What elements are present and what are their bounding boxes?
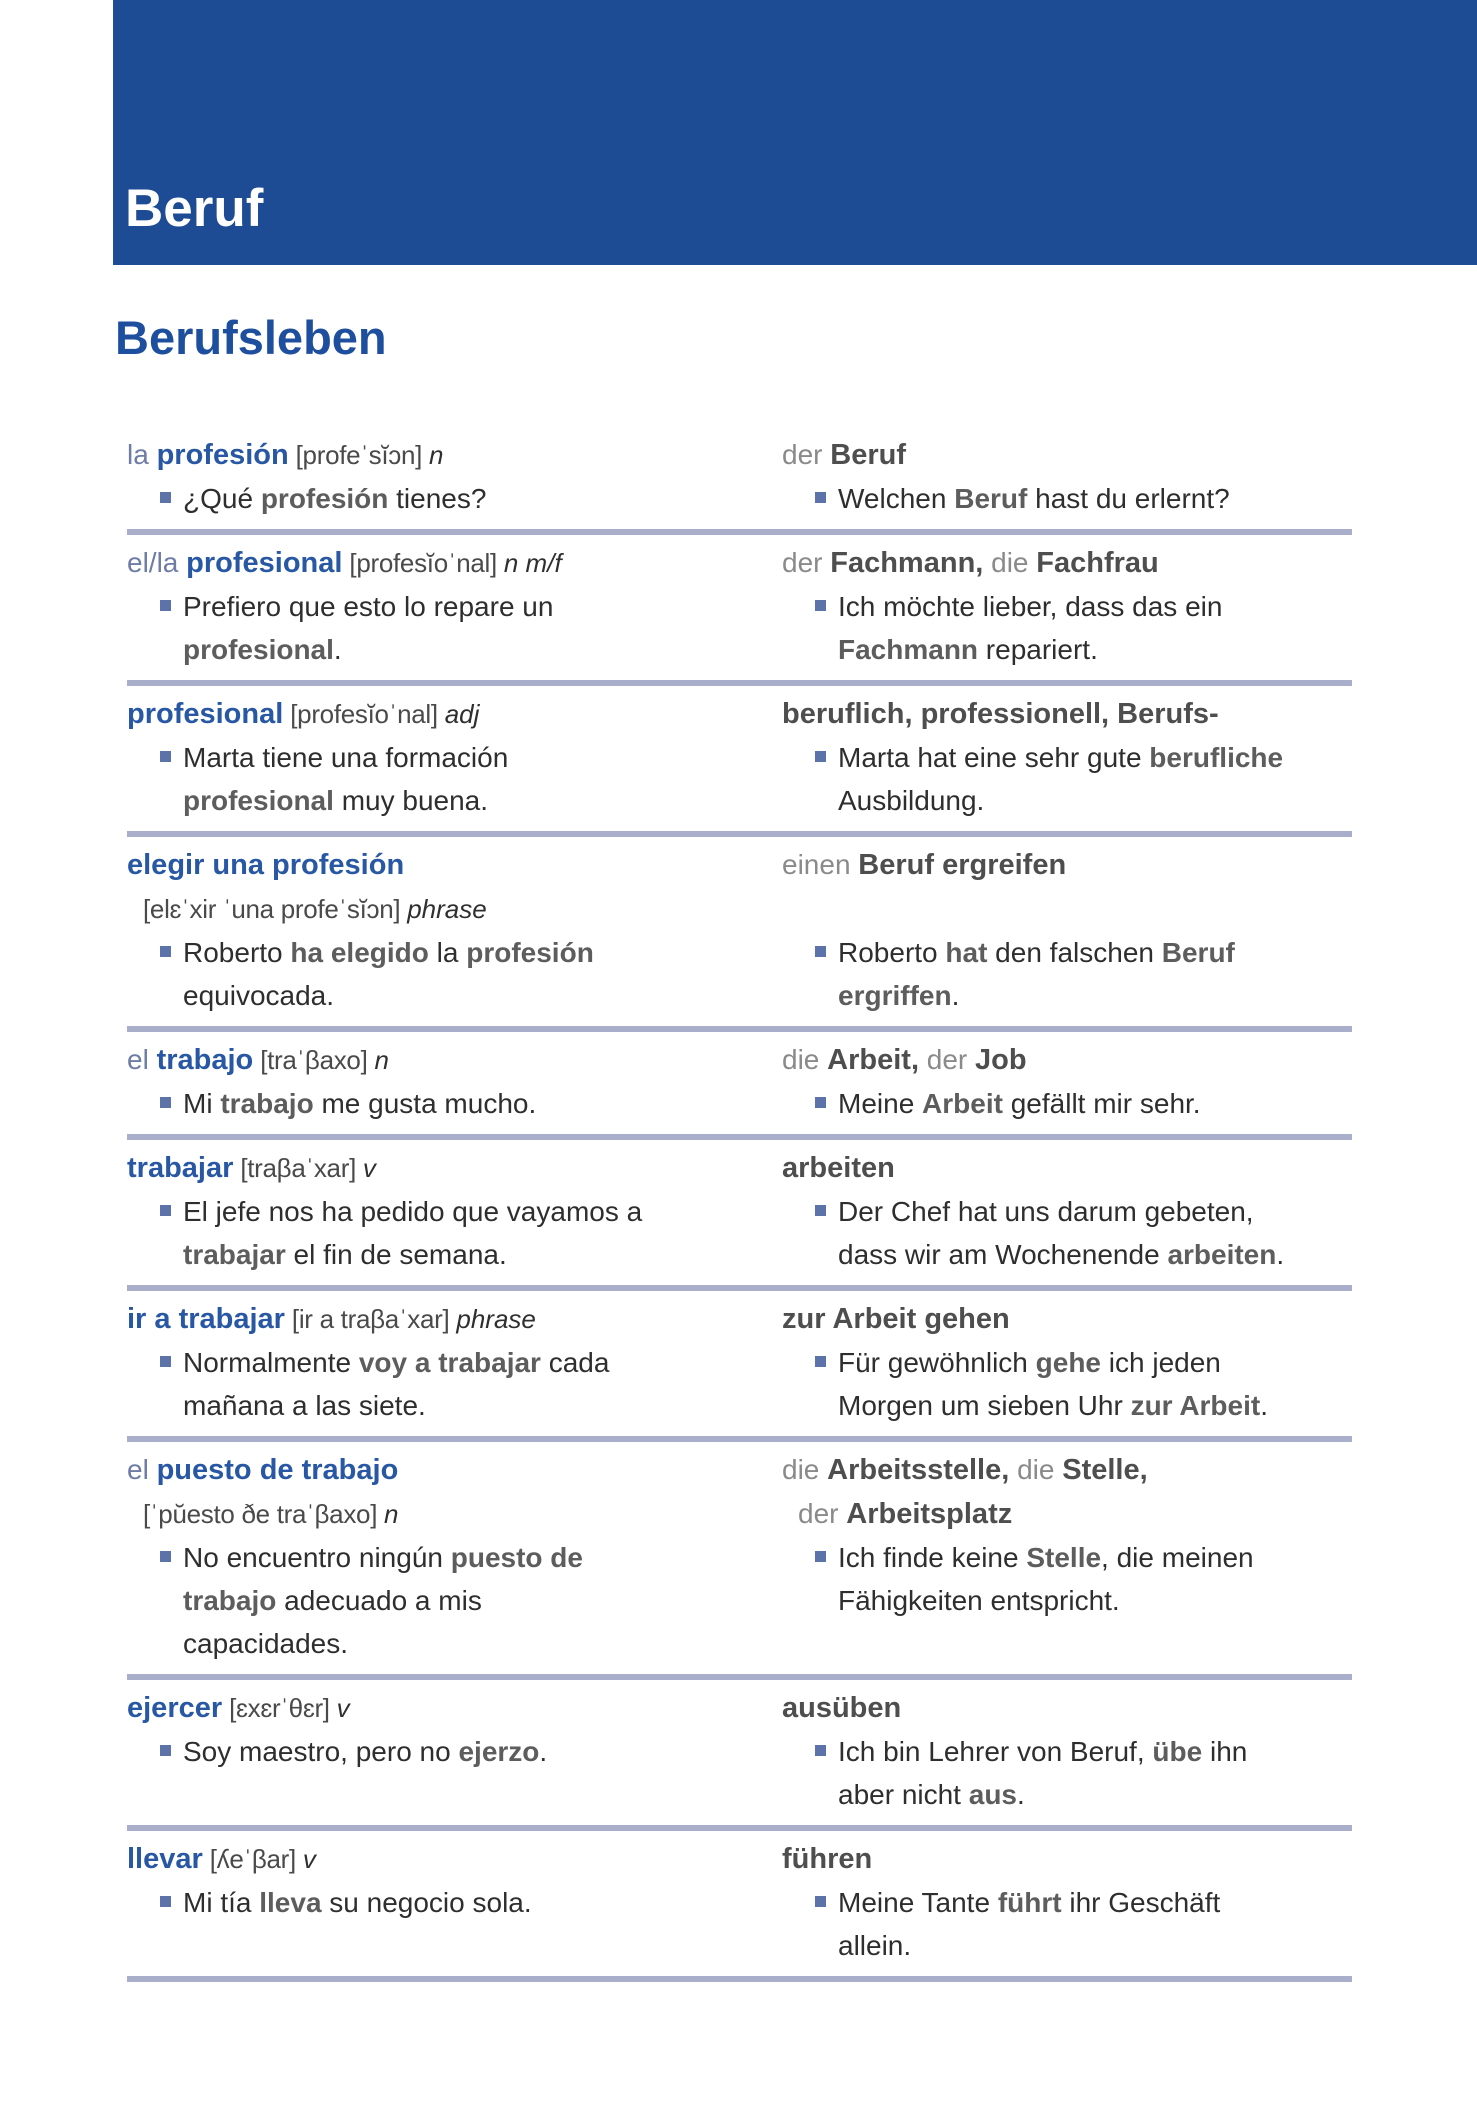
german-example: [815, 1082, 1352, 1125]
example-text: [838, 1341, 1352, 1427]
example-text: [183, 477, 782, 520]
example-text: [838, 931, 1352, 1017]
example-line: [838, 1536, 1352, 1579]
text-segment-p: aber nicht: [838, 1779, 969, 1810]
vocab-list: [127, 427, 1352, 1982]
spanish-headword: [127, 433, 782, 477]
section-title: Berufsleben: [115, 311, 387, 364]
german-example: [815, 1730, 1352, 1816]
text-segment-b: profesional: [183, 634, 334, 665]
bullet-square-icon: [815, 1356, 826, 1367]
text-segment-p: ¿Qué: [183, 483, 261, 514]
headword-line: [127, 1297, 782, 1341]
text-segment-a: die: [1009, 1454, 1063, 1485]
text-segment-pos: phrase: [407, 894, 487, 924]
text-segment-b: Fachmann: [838, 634, 979, 665]
example-line: [183, 585, 782, 628]
example-text: [183, 1730, 782, 1773]
text-segment-a: la: [127, 439, 157, 470]
example-text: [838, 736, 1352, 822]
german-headword: [782, 1146, 1352, 1190]
example-line: [838, 1730, 1352, 1773]
text-segment-ph: [ˈpŭesto ðe traˈβaxo]: [143, 1499, 385, 1529]
example-line: [183, 1341, 782, 1384]
example-text: [183, 585, 782, 671]
text-segment-p: Normalmente: [183, 1347, 359, 1378]
example-text: [183, 1082, 782, 1125]
text-segment-p: Prefiero que esto lo repare un: [183, 591, 554, 622]
headword-line: [127, 1448, 782, 1492]
text-segment-p: ihr Geschäft: [1061, 1887, 1221, 1918]
example-line: [183, 1233, 782, 1276]
text-segment-p: el fin de semana.: [285, 1239, 507, 1270]
text-segment-p: Ausbildung.: [838, 785, 985, 816]
bullet-square-icon: [160, 1551, 171, 1562]
text-segment-ph: [profesĭoˈnal]: [342, 548, 504, 578]
text-segment-ph: [traˈβaxo]: [253, 1045, 375, 1075]
text-segment-p: Der Chef hat uns darum gebeten,: [838, 1196, 1254, 1227]
headword-line: [782, 1686, 1352, 1730]
text-segment-b: trabajo: [183, 1585, 277, 1616]
spanish-headword: [127, 1686, 782, 1730]
text-segment-p: Marta tiene una formación: [183, 742, 509, 773]
text-segment-p: .: [333, 634, 342, 665]
entry-row: [127, 1442, 1352, 1680]
entry-row: [127, 427, 1352, 535]
text-segment-p: Meine: [838, 1088, 923, 1119]
spanish-example: [160, 585, 782, 671]
bullet-square-icon: [815, 1745, 826, 1756]
text-segment-h: ir a trabajar: [127, 1303, 285, 1335]
entry-row: [127, 686, 1352, 837]
text-segment-h: ejercer: [127, 1692, 223, 1724]
bullet-square-icon: [160, 600, 171, 611]
spanish-example: [160, 1730, 782, 1816]
headword-line: [127, 433, 782, 477]
example-line: [183, 736, 782, 779]
text-segment-a: die: [782, 1454, 828, 1485]
example-line: [838, 1341, 1352, 1384]
headword-line: [782, 1448, 1352, 1492]
text-segment-b: trabajo: [220, 1088, 314, 1119]
text-segment-b: trabajar: [183, 1239, 286, 1270]
example-text: [183, 931, 782, 1017]
text-segment-b: Stelle: [1026, 1542, 1102, 1573]
headword-line: [782, 1038, 1352, 1082]
bullet-square-icon: [160, 1205, 171, 1216]
german-example: [815, 1190, 1352, 1276]
text-segment-b: Beruf: [1161, 937, 1235, 968]
text-segment-a: der: [782, 439, 831, 470]
text-segment-b: berufliche: [1149, 742, 1284, 773]
example-line: [838, 1881, 1352, 1924]
example-line: [838, 1773, 1352, 1816]
headword-line: [127, 1492, 782, 1536]
text-segment-pos: n: [374, 1045, 389, 1075]
german-example: [815, 931, 1352, 1017]
headword-line: [782, 1492, 1352, 1536]
headword-line: [127, 843, 782, 887]
example-text: [838, 1190, 1352, 1276]
text-segment-b: hat: [945, 937, 988, 968]
example-line: [838, 931, 1352, 974]
example-line: [838, 779, 1352, 822]
text-segment-p: Fähigkeiten entspricht.: [838, 1585, 1120, 1616]
example-text: [838, 585, 1352, 671]
entry-row: [127, 1291, 1352, 1442]
text-segment-h: Beruf ergreifen: [858, 849, 1067, 881]
text-segment-h: führen: [782, 1843, 873, 1875]
text-segment-b: Arbeit: [922, 1088, 1003, 1119]
spanish-headword: [127, 1146, 782, 1190]
text-segment-b: profesión: [260, 483, 389, 514]
text-segment-p: .: [1017, 1779, 1025, 1810]
text-segment-p: cada: [540, 1347, 610, 1378]
example-line: [183, 974, 782, 1017]
text-segment-b: voy a trabajar: [358, 1347, 541, 1378]
text-segment-b: profesional: [183, 785, 334, 816]
text-segment-ph: [traβaˈxar]: [233, 1153, 363, 1183]
german-headword: [782, 541, 1352, 585]
text-segment-p: adecuado a mis: [276, 1585, 482, 1616]
german-headword: [782, 1448, 1352, 1536]
text-segment-h: ausüben: [782, 1692, 902, 1724]
text-segment-p: Meine Tante: [838, 1887, 998, 1918]
text-segment-p: Marta hat eine sehr gute: [838, 742, 1150, 773]
text-segment-p: la: [428, 937, 467, 968]
text-segment-b: profesión: [466, 937, 594, 968]
text-segment-a: der: [798, 1498, 847, 1529]
entry-row: [127, 837, 1352, 1032]
text-segment-h: trabajar: [127, 1152, 234, 1184]
text-segment-p: , die meinen: [1101, 1542, 1254, 1573]
bullet-square-icon: [160, 751, 171, 762]
text-segment-b: lleva: [259, 1887, 322, 1918]
text-segment-p: hast du erlernt?: [1027, 483, 1230, 514]
example-line: [183, 1622, 782, 1665]
text-segment-h: Fachmann,: [830, 547, 984, 579]
spanish-headword: [127, 692, 782, 736]
text-segment-p: Mi tía: [183, 1887, 260, 1918]
text-segment-p: mañana a las siete.: [183, 1390, 426, 1421]
headword-line: [127, 1837, 782, 1881]
text-segment-h: Stelle,: [1062, 1454, 1148, 1486]
text-segment-b: zur Arbeit: [1130, 1390, 1261, 1421]
spanish-example: [160, 1536, 782, 1665]
headword-line: [782, 692, 1352, 736]
text-segment-ph: [ɛxɛrˈθɛr]: [222, 1693, 337, 1723]
spanish-example: [160, 477, 782, 520]
text-segment-b: ha elegido: [290, 937, 429, 968]
text-segment-ph: [profesĭoˈnal]: [283, 699, 445, 729]
text-segment-a: el: [127, 1044, 157, 1075]
text-segment-a: die: [983, 547, 1037, 578]
text-segment-h: puesto de trabajo: [156, 1454, 399, 1486]
spanish-headword: [127, 1038, 782, 1082]
headword-line: [782, 1297, 1352, 1341]
text-segment-p: ihn: [1202, 1736, 1248, 1767]
spanish-example: [160, 931, 782, 1017]
text-segment-h: zur Arbeit gehen: [782, 1303, 1010, 1335]
example-line: [838, 1384, 1352, 1427]
chapter-title: Beruf: [125, 179, 264, 238]
bullet-square-icon: [815, 1205, 826, 1216]
german-headword: [782, 692, 1352, 736]
text-segment-p: Morgen um sieben Uhr: [838, 1390, 1131, 1421]
headword-line: [127, 692, 782, 736]
spanish-headword: [127, 541, 782, 585]
example-line: [183, 1190, 782, 1233]
text-segment-b: führt: [997, 1887, 1062, 1918]
text-segment-pos: phrase: [456, 1304, 536, 1334]
example-line: [183, 1384, 782, 1427]
headword-line: [127, 1686, 782, 1730]
spanish-headword: [127, 843, 782, 931]
text-segment-h: Arbeitsplatz: [846, 1498, 1013, 1530]
german-headword: [782, 843, 1352, 931]
example-text: [838, 1730, 1352, 1816]
example-line: [183, 1579, 782, 1622]
entry-row: [127, 1831, 1352, 1982]
text-segment-pos: v: [302, 1844, 316, 1874]
example-text: [183, 1341, 782, 1427]
headword-line: [127, 887, 782, 931]
text-segment-b: gehe: [1035, 1347, 1102, 1378]
bullet-square-icon: [815, 492, 826, 503]
bullet-square-icon: [815, 600, 826, 611]
example-line: [838, 736, 1352, 779]
text-segment-b: aus: [968, 1779, 1017, 1810]
german-example: [815, 1536, 1352, 1665]
example-line: [183, 628, 782, 671]
example-line: [838, 477, 1352, 520]
text-segment-a: der: [919, 1044, 976, 1075]
text-segment-p: .: [1260, 1390, 1268, 1421]
text-segment-b: ejerzo: [458, 1736, 540, 1767]
text-segment-b: arbeiten: [1167, 1239, 1277, 1270]
entry-row: [127, 535, 1352, 686]
text-segment-ph: [elɛˈxir ˈuna profeˈsĭɔn]: [143, 894, 408, 924]
example-line: [183, 779, 782, 822]
text-segment-p: capacidades.: [183, 1628, 349, 1659]
example-text: [183, 1881, 782, 1924]
text-segment-ph: [ir a traβaˈxar]: [284, 1304, 457, 1334]
text-segment-p: No encuentro ningún: [183, 1542, 451, 1573]
example-text: [183, 1536, 782, 1665]
text-segment-h: elegir una profesión: [127, 849, 405, 881]
bullet-square-icon: [160, 946, 171, 957]
headword-line: [127, 1146, 782, 1190]
german-headword: [782, 1038, 1352, 1082]
headword-line: [782, 1146, 1352, 1190]
text-segment-p: Ich bin Lehrer von Beruf,: [838, 1736, 1153, 1767]
german-headword: [782, 1297, 1352, 1341]
example-line: [183, 1881, 782, 1924]
entry-row: [127, 1032, 1352, 1140]
text-segment-p: repariert.: [978, 634, 1098, 665]
example-line: [838, 1082, 1352, 1125]
german-headword: [782, 1686, 1352, 1730]
text-segment-p: Für gewöhnlich: [838, 1347, 1036, 1378]
text-segment-h: profesión: [156, 439, 289, 471]
text-segment-h: Fachfrau: [1036, 547, 1159, 579]
text-segment-p: Soy maestro, pero no: [183, 1736, 459, 1767]
text-segment-h: arbeiten: [782, 1152, 895, 1184]
example-line: [838, 974, 1352, 1017]
bullet-square-icon: [160, 1356, 171, 1367]
text-segment-pos: n m/f: [503, 548, 562, 578]
example-text: [838, 1536, 1352, 1622]
text-segment-h: Job: [975, 1044, 1027, 1076]
text-segment-b: ergriffen: [838, 980, 952, 1011]
text-segment-p: ich jeden: [1101, 1347, 1221, 1378]
text-segment-pos: v: [362, 1153, 376, 1183]
text-segment-pos: adj: [444, 699, 480, 729]
text-segment-b: Beruf: [954, 483, 1028, 514]
spanish-example: [160, 736, 782, 822]
example-line: [183, 1536, 782, 1579]
text-segment-p: muy buena.: [333, 785, 489, 816]
text-segment-p: Roberto: [838, 937, 946, 968]
bullet-square-icon: [160, 1896, 171, 1907]
text-segment-ph: [ʎeˈβar]: [202, 1844, 303, 1874]
bullet-square-icon: [160, 492, 171, 503]
example-text: [838, 477, 1352, 520]
example-line: [838, 628, 1352, 671]
german-example: [815, 736, 1352, 822]
german-headword: [782, 1837, 1352, 1881]
text-segment-p: dass wir am Wochenende: [838, 1239, 1168, 1270]
example-line: [838, 1233, 1352, 1276]
headword-line: [782, 541, 1352, 585]
headword-line: [782, 843, 1352, 887]
text-segment-p: .: [539, 1736, 548, 1767]
example-line: [183, 1730, 782, 1773]
example-line: [838, 1579, 1352, 1622]
text-segment-p: El jefe nos ha pedido que vayamos a: [183, 1196, 643, 1227]
text-segment-ph: [profeˈsĭɔn]: [288, 440, 430, 470]
text-segment-p: Mi: [183, 1088, 221, 1119]
example-text: [838, 1082, 1352, 1125]
text-segment-p: Ich finde keine: [838, 1542, 1027, 1573]
text-segment-h: profesional: [127, 698, 284, 730]
text-segment-h: trabajo: [156, 1044, 254, 1076]
text-segment-a: einen: [782, 849, 859, 880]
spanish-example: [160, 1082, 782, 1125]
spanish-example: [160, 1341, 782, 1427]
example-text: [183, 1190, 782, 1276]
text-segment-h: Arbeit,: [827, 1044, 919, 1076]
bullet-square-icon: [815, 1097, 826, 1108]
text-segment-p: Welchen: [838, 483, 955, 514]
entry-row: [127, 1140, 1352, 1291]
german-example: [815, 1341, 1352, 1427]
bullet-square-icon: [815, 1896, 826, 1907]
spanish-example: [160, 1190, 782, 1276]
bullet-square-icon: [815, 946, 826, 957]
text-segment-pos: n: [429, 440, 444, 470]
text-segment-a: der: [782, 547, 831, 578]
spanish-headword: [127, 1837, 782, 1881]
headword-line: [127, 541, 782, 585]
german-example: [815, 585, 1352, 671]
text-segment-p: den falschen: [987, 937, 1162, 968]
text-segment-p: allein.: [838, 1930, 912, 1961]
bullet-square-icon: [815, 751, 826, 762]
bullet-square-icon: [160, 1745, 171, 1756]
example-line: [183, 931, 782, 974]
spanish-example: [160, 1881, 782, 1967]
text-segment-p: gefällt mir sehr.: [1002, 1088, 1201, 1119]
headword-line: [782, 433, 1352, 477]
text-segment-pos: v: [336, 1693, 350, 1723]
bullet-square-icon: [815, 1551, 826, 1562]
text-segment-h: Beruf: [830, 439, 906, 471]
example-line: [838, 1190, 1352, 1233]
example-text: [183, 736, 782, 822]
text-segment-a: el/la: [127, 547, 187, 578]
text-segment-pos: n: [384, 1499, 399, 1529]
entry-row: [127, 1680, 1352, 1831]
spanish-headword: [127, 1448, 782, 1536]
text-segment-p: Ich möchte lieber, dass das ein: [838, 591, 1223, 622]
text-segment-b: übe: [1152, 1736, 1203, 1767]
german-headword: [782, 433, 1352, 477]
german-example: [815, 477, 1352, 520]
headword-line: [782, 1837, 1352, 1881]
text-segment-h: beruflich, professionell, Berufs-: [782, 698, 1219, 730]
text-segment-a: el: [127, 1454, 157, 1485]
chapter-header-band: [113, 0, 1477, 265]
text-segment-p: tienes?: [388, 483, 487, 514]
bullet-square-icon: [160, 1097, 171, 1108]
example-line: [183, 1082, 782, 1125]
text-segment-h: Arbeitsstelle,: [827, 1454, 1010, 1486]
spanish-headword: [127, 1297, 782, 1341]
example-line: [838, 585, 1352, 628]
text-segment-h: profesional: [186, 547, 343, 579]
headword-line: [127, 1038, 782, 1082]
text-segment-a: die: [782, 1044, 828, 1075]
text-segment-b: puesto de: [450, 1542, 583, 1573]
text-segment-p: .: [1276, 1239, 1285, 1270]
text-segment-p: .: [951, 980, 960, 1011]
text-segment-p: Roberto: [183, 937, 291, 968]
text-segment-h: llevar: [127, 1843, 203, 1875]
example-line: [838, 1924, 1352, 1967]
german-example: [815, 1881, 1352, 1967]
text-segment-p: me gusta mucho.: [313, 1088, 537, 1119]
example-text: [838, 1881, 1352, 1967]
text-segment-p: equivocada.: [183, 980, 335, 1011]
text-segment-p: su negocio sola.: [321, 1887, 532, 1918]
example-line: [183, 477, 782, 520]
